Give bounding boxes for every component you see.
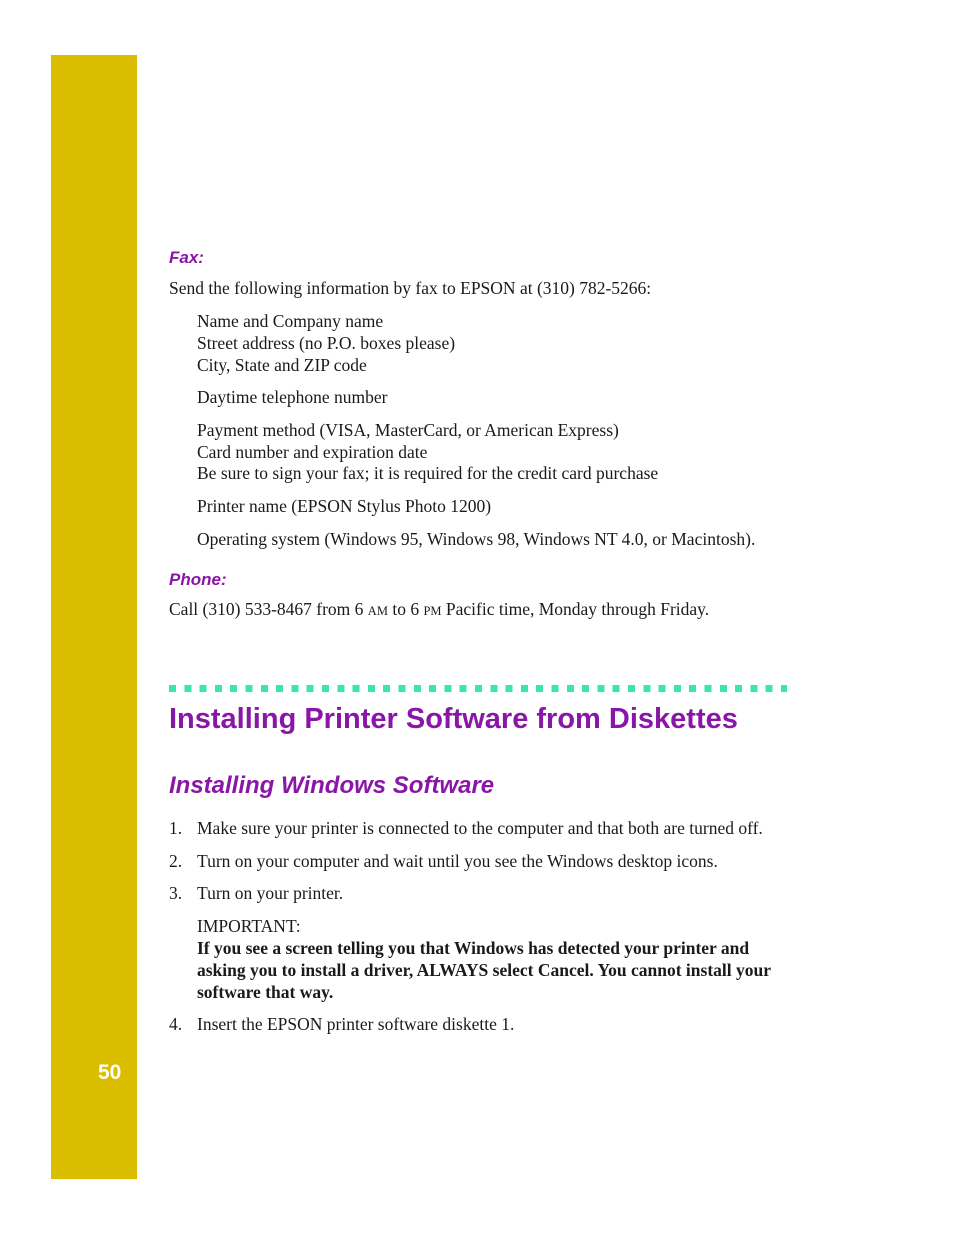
step-text: Insert the EPSON printer software diskette 1. [197, 1014, 515, 1034]
page-number: 50 [98, 1061, 122, 1084]
fax-item: Name and Company name [197, 311, 384, 331]
fax-item: Card number and expiration date [197, 442, 428, 462]
phone-text-part: to 6 [387, 599, 424, 619]
fax-item: City, State and ZIP code [197, 355, 367, 375]
fax-item: Operating system (Windows 95, Windows 98, Windows NT 4.0, or Macintosh). [197, 529, 756, 549]
fax-item: Daytime telephone number [197, 387, 388, 407]
pm-label: PM [423, 604, 442, 618]
fax-item: Street address (no P.O. boxes please) [197, 333, 456, 353]
phone-text-part: Call (310) 533-8467 from 6 [169, 599, 368, 619]
step-item [169, 850, 718, 872]
fax-heading: Fax: [169, 248, 204, 267]
important-line: If you see a screen telling you that Windows has detected your printer and [197, 938, 750, 958]
important-line: software that way. [197, 982, 334, 1002]
fax-item: Be sure to sign your fax; it is required for the credit card purchase [197, 463, 659, 483]
important-label: IMPORTANT: [197, 916, 301, 936]
step-text: Turn on your computer and wait until you see the Windows desktop icons. [197, 851, 718, 871]
step-number: 3. [169, 883, 183, 903]
step-item [169, 882, 343, 904]
step-number: 1. [169, 818, 183, 838]
phone-text [169, 598, 709, 622]
section-title: Installing Printer Software from Diskettes [169, 703, 738, 735]
am-label: AM [367, 604, 388, 618]
step-item [169, 817, 763, 839]
fax-item: Printer name (EPSON Stylus Photo 1200) [197, 496, 492, 516]
step-item [169, 1013, 514, 1035]
fax-intro: Send the following information by fax to EPSON at (310) 782-5266: [169, 278, 652, 298]
section-subtitle: Installing Windows Software [169, 772, 495, 799]
step-text: Turn on your printer. [197, 883, 344, 903]
step-text: Make sure your printer is connected to the computer and that both are turned off. [197, 818, 763, 838]
phone-text-part: Pacific time, Monday through Friday. [441, 599, 710, 619]
important-line: asking you to install a driver, ALWAYS select Cancel. You cannot install your [197, 960, 772, 980]
step-number: 4. [169, 1014, 183, 1034]
dotted-divider [169, 685, 787, 692]
phone-heading: Phone: [169, 570, 227, 589]
step-number: 2. [169, 851, 183, 871]
fax-item: Payment method (VISA, MasterCard, or American Express) [197, 420, 619, 440]
page-side-bar [51, 55, 137, 1179]
